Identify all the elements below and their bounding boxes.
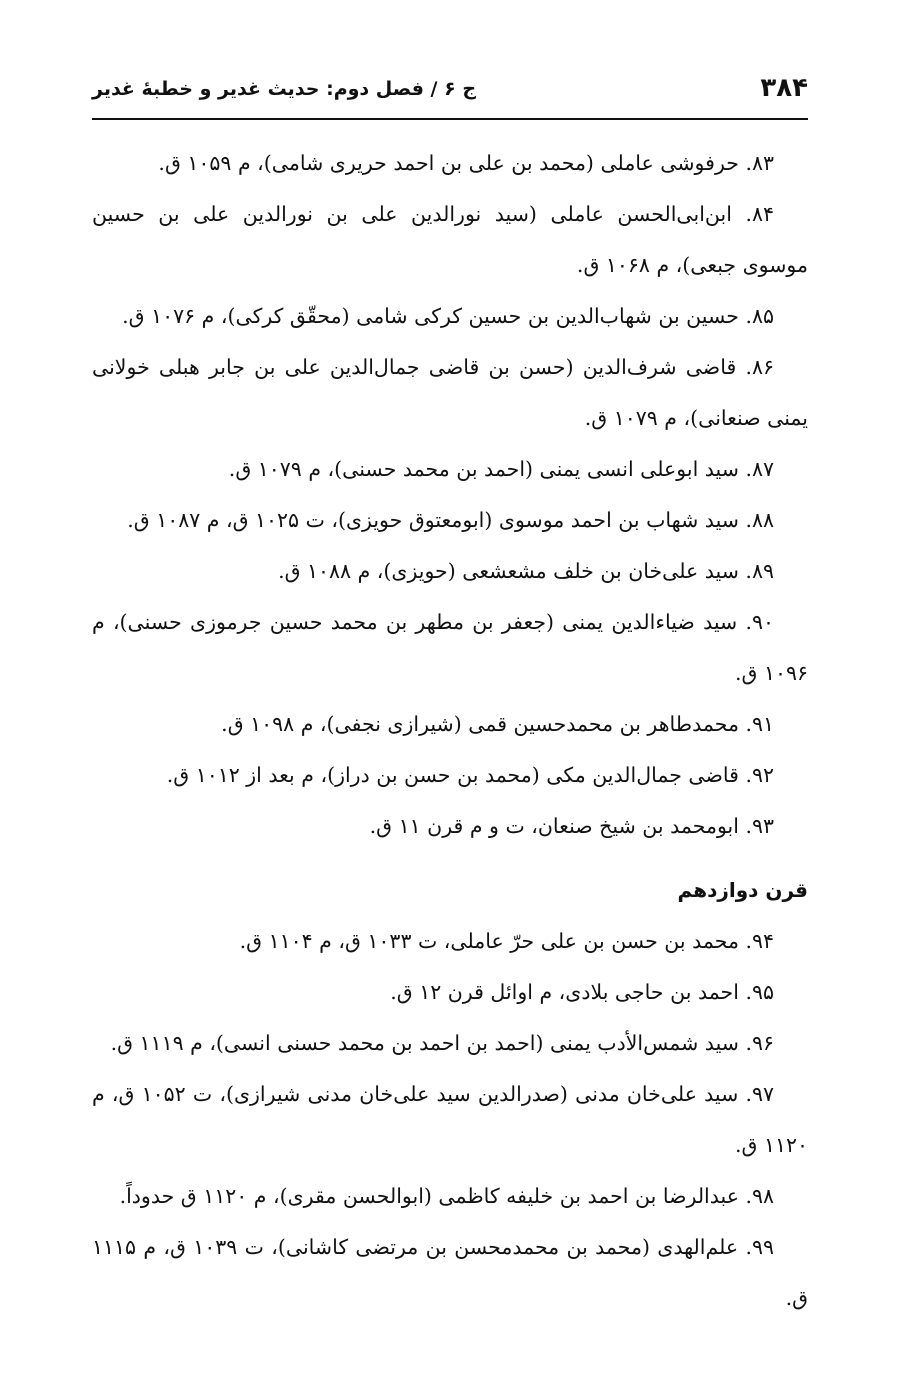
list-item: ۹۲. قاضی جمال‌الدین مکی (محمد بن حسن بن دراز)، م بعد از ۱۰۱۲ ق.: [166, 763, 774, 787]
section-heading: قرن دوازدهم: [677, 878, 808, 902]
page-number: ۳۸۴: [760, 73, 808, 103]
header-divider: [92, 118, 808, 120]
list-item: ۹۴. محمد بن حسن بن علی حرّ عاملی، ت ۱۰۳۳ ق، م ۱۱۰۴ ق.: [239, 929, 774, 953]
list-item: ۸۳. حرفوشی عاملی (محمد بن علی بن احمد حریری شامی)، م ۱۰۵۹ ق.: [158, 151, 774, 175]
page-header: [92, 68, 808, 114]
list-item: ۹۸. عبدالرضا بن احمد بن خلیفه کاظمی (ابوالحسن مقری)، م ۱۱۲۰ ق حدوداً.: [119, 1184, 774, 1208]
list-item: ۸۸. سید شهاب بن احمد موسوی (ابومعتوق حویزی)، ت ۱۰۲۵ ق، م ۱۰۸۷ ق.: [127, 508, 774, 532]
list-item: ۹۵. احمد بن حاجی بلادی، م اوائل قرن ۱۲ ق.: [390, 980, 774, 1004]
list-item: ۹۹. علم‌الهدی (محمد بن محمدمحسن بن مرتضی کاشانی)، ت ۱۰۳۹ ق، م ۱۱۱۵ ق.: [92, 1235, 808, 1310]
list-item: ۸۹. سید علی‌خان بن خلف مشعشعی (حویزی)، م ۱۰۸۸ ق.: [278, 559, 774, 583]
list-item: ۸۷. سید ابوعلی انسی یمنی (احمد بن محمد حسنی)، م ۱۰۷۹ ق.: [228, 457, 774, 481]
list-item: ۹۳. ابومحمد بن شیخ صنعان، ت و م قرن ۱۱ ق.: [369, 814, 774, 838]
list-item: ۸۵. حسین بن شهاب‌الدین بن حسین کرکی شامی (محقّق کرکی)، م ۱۰۷۶ ق.: [122, 304, 774, 328]
list-item: ۹۷. سید علی‌خان مدنی (صدرالدین سید علی‌خان مدنی شیرازی)، ت ۱۰۵۲ ق، م ۱۱۲۰ ق.: [92, 1082, 808, 1157]
list-item: ۹۱. محمدطاهر بن محمدحسین قمی (شیرازی نجفی)، م ۱۰۹۸ ق.: [221, 712, 774, 736]
list-item: ۹۰. سید ضیاءالدین یمنی (جعفر بن مطهر بن محمد حسین جرموزی حسنی)، م ۱۰۹۶ ق.: [92, 610, 808, 685]
running-title: ج ۶ / فصل دوم: حدیث غدیر و خطبهٔ غدیر: [92, 78, 477, 100]
list-item: ۸۶. قاضی شرف‌الدین (حسن بن قاضی جمال‌الدین علی بن جابر هبلی خولانی یمنی صنعانی)، م ۱۰۷۹ ق.: [92, 355, 808, 430]
list-item: ۹۶. سید شمس‌الأدب یمنی (احمد بن احمد بن محمد حسنی انسی)، م ۱۱۱۹ ق.: [110, 1031, 774, 1055]
page-body: [92, 138, 808, 1324]
list-item: ۸۴. ابن‌ابی‌الحسن عاملی (سید نورالدین علی بن نورالدین علی بن حسین موسوی جبعی)، م ۱۰۶۸ ق.: [92, 202, 808, 277]
